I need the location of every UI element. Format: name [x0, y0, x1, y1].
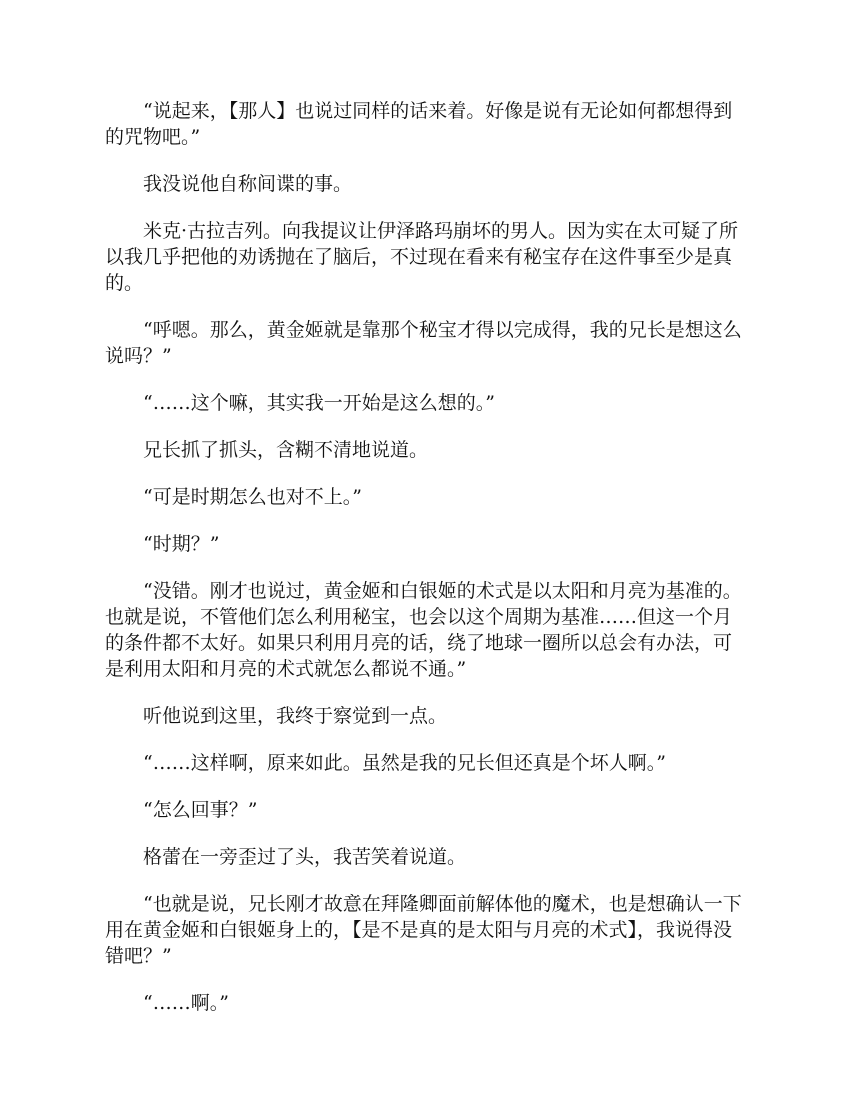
paragraph: “时期？”: [143, 533, 220, 555]
paragraph: 米克·古拉吉列。向我提议让伊泽路玛崩坏的男人。因为实在太可疑了所以我几乎把他的劝诱抛在了脑后，不过现在看来有秘宝存在这件事至少是真的。: [105, 220, 739, 294]
paragraph: 我没说他自称间谍的事。: [143, 173, 353, 195]
document-page: [105, 98, 745, 1037]
paragraph: “……这个嘛，其实我一开始是这么想的。”: [143, 392, 495, 414]
paragraph: 听他说到这里，我终于察觉到一点。: [143, 705, 448, 727]
paragraph: “可是时期怎么也对不上。”: [143, 486, 362, 508]
paragraph: “……这样啊，原来如此。虽然是我的兄长但还真是个坏人啊。”: [143, 752, 666, 774]
paragraph: “没错。刚才也说过，黄金姬和白银姬的术式是以太阳和月亮为基准的。也就是说，不管他们怎么利用秘宝，也会以这个周期为基准……但这一个月的条件都不太好。如果只利用月亮的话，绕了地球一圈所以总会有办法，可是利用太阳和月亮的术式就怎么都说不通。”: [105, 580, 742, 680]
paragraph: “也就是说，兄长刚才故意在拜隆卿面前解体他的魔术，也是想确认一下用在黄金姬和白银姬身上的，【是不是真的是太阳与月亮的术式】，我说得没错吧？”: [105, 893, 742, 967]
paragraph: “说起来，【那人】也说过同样的话来着。好像是说有无论如何都想得到的咒物吧。”: [105, 100, 733, 148]
paragraph: “呼嗯。那么，黄金姬就是靠那个秘宝才得以完成得，我的兄长是想这么说吗？”: [105, 319, 742, 367]
paragraph: “怎么回事？”: [143, 799, 258, 821]
paragraph: 兄长抓了抓头，含糊不清地说道。: [143, 439, 429, 461]
paragraph: 格蕾在一旁歪过了头，我苦笑着说道。: [143, 846, 467, 868]
paragraph: “……啊。”: [143, 992, 229, 1014]
